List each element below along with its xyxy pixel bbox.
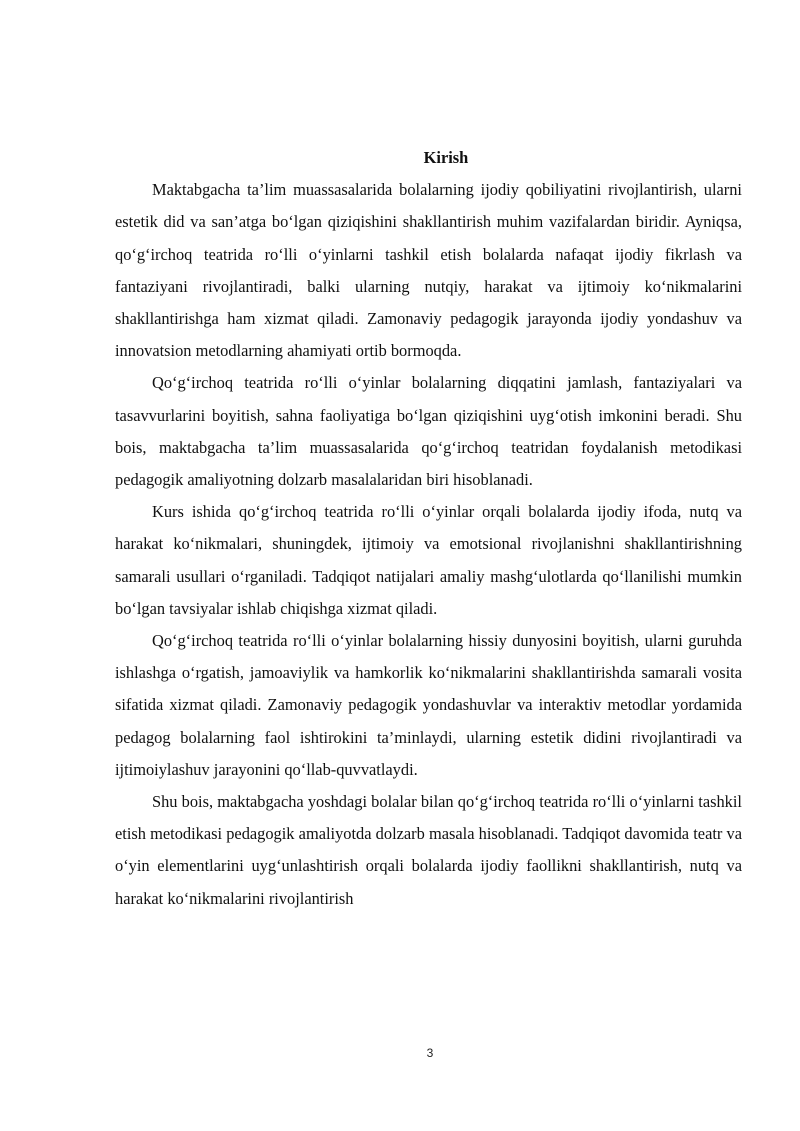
paragraph-methodology: Shu bois, maktabgacha yoshdagi bolalar bilan qo‘g‘irchoq teatrida ro‘lli o‘yinlarni tashkil etish metodikasi pedagogik amaliyotda dolzarb masala hisoblanadi. Tadqiqot davomida teatr va o‘yin elementlarini uyg‘unlashtirish orqali bolalarda ijodiy faollikni shakllantirish, nutq va harakat ko‘nikmalarini rivojlantirish (115, 792, 742, 908)
paragraph-intro: Maktabgacha ta’lim muassasalarida bolalarning ijodiy qobiliyatini rivojlantirish, ularni estetik did va san’atga bo‘lgan qiziqishini shakllantirish muhim vazifalardan biridir. Ayniqsa, qo‘g‘irchoq teatrida ro‘lli o‘yinlarni tashkil etish bolalarda nafaqat ijodiy fikrlash va fantaziyani rivojlantiradi, balki ularning nutqiy, harakat va ijtimoiy ko‘nikmalarini shakllantirishga ham xizmat qiladi. Zamonaviy pedagogik jarayonda ijodiy yondashuv va innovatsion metodlarning ahamiyati ortib bormoqda. (115, 180, 742, 361)
page-number: 3 (426, 1046, 434, 1060)
section-heading: Kirish (423, 148, 469, 167)
page-body (115, 142, 742, 915)
paragraph-course-work: Kurs ishida qo‘g‘irchoq teatrida ro‘lli o‘yinlar orqali bolalarda ijodiy ifoda, nutq va harakat ko‘nikmalari, shuningdek, ijtimoiy va emotsional rivojlanishni shakllantirishning samarali usullari o‘rganiladi. Tadqiqot natijalari amaliy mashg‘ulotlarda qo‘llanilishi mumkin bo‘lgan tavsiyalar ishlab chiqishga xizmat qiladi. (115, 502, 742, 618)
paragraph-puppet-theatre: Qo‘g‘irchoq teatrida ro‘lli o‘yinlar bolalarning diqqatini jamlash, fantaziyalari va tasavvurlarini boyitish, sahna faoliyatiga bo‘lgan qiziqishini uyg‘otish imkonini beradi. Shu bois, maktabgacha ta’lim muassasalarida qo‘g‘irchoq teatridan foydalanish metodikasi pedagogik amaliyotning dolzarb masalalaridan biri hisoblanadi. (115, 373, 742, 490)
paragraph-emotional-world: Qo‘g‘irchoq teatrida ro‘lli o‘yinlar bolalarning hissiy dunyosini boyitish, ularni guruhda ishlashga o‘rgatish, jamoaviylik va hamkorlik ko‘nikmalarini shakllantirishda samarali vosita sifatida xizmat qiladi. Zamonaviy pedagogik yondashuvlar va interaktiv metodlar yordamida pedagog bolalarning faol ishtirokini ta’minlaydi, ularning estetik didini rivojlantiradi va ijtimoiylashuv jarayonini qo‘llab-quvvatlaydi. (115, 631, 742, 779)
